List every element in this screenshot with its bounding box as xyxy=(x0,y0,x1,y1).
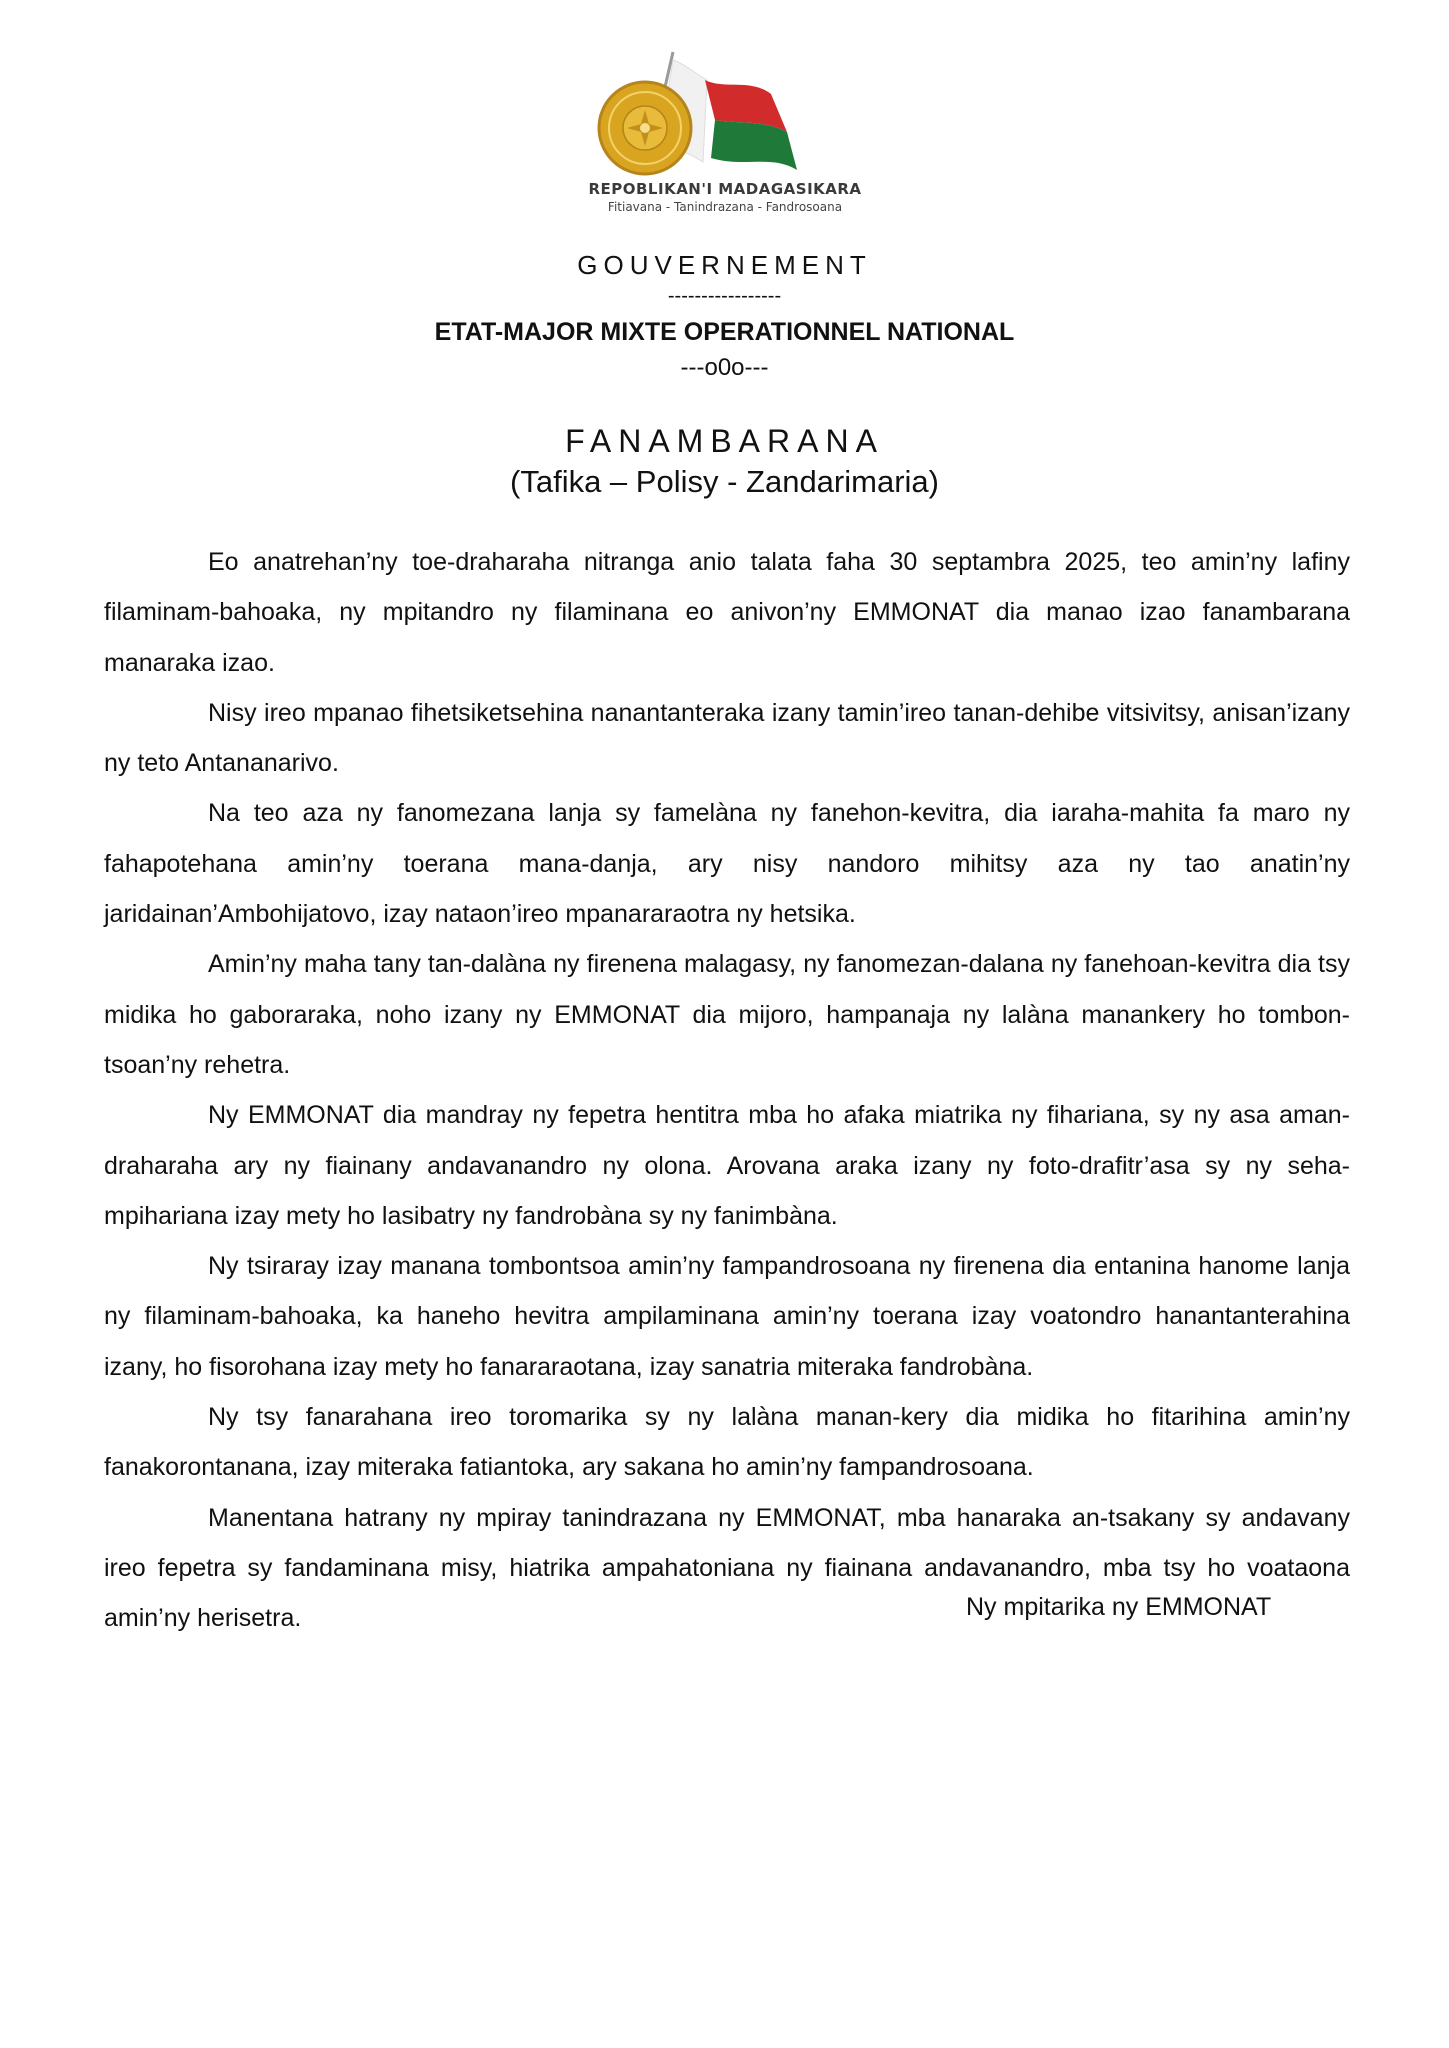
logo-republic-name: REPOBLIKAN'I MADAGASIKARA xyxy=(588,180,862,198)
signature: Ny mpitarika ny EMMONAT xyxy=(966,1593,1272,1621)
etat-major-heading: ETAT-MAJOR MIXTE OPERATIONNEL NATIONAL xyxy=(434,318,1015,346)
flag-and-seal-emblem xyxy=(575,50,875,180)
republic-logo xyxy=(575,50,875,220)
document-body xyxy=(104,537,1350,1644)
paragraph: Ny tsiraray izay manana tombontsoa amin’ny fampandrosoana ny firenena dia entanina hanome lanja ny filaminam-bahoaka, ka haneho hevitra ampilaminana amin’ny toerana izay voatondro hanantanterahina izany, ho fisorohana izay mety ho fanararaotana, izay sanatria miteraka fandrobàna. xyxy=(104,1252,1350,1381)
gouvernement-heading: GOUVERNEMENT xyxy=(577,250,872,280)
header-separator: ----------------- xyxy=(667,285,782,307)
paragraph: Nisy ireo mpanao fihetsiketsehina nanantanteraka izany tamin’ireo tanan-dehibe vitsivitsy, anisan’izany ny teto Antananarivo. xyxy=(104,698,1350,778)
paragraph: Ny EMMONAT dia mandray ny fepetra hentitra mba ho afaka miatrika ny fihariana, sy ny asa aman-draharaha ary ny fiainany andavanandro ny olona. Arovana araka izany ny foto-drafitr’asa sy ny seha-mpihariana izay mety ho lasibatry ny fandrobàna sy ny fanimbàna. xyxy=(104,1101,1350,1230)
document-title: FANAMBARANA xyxy=(565,423,884,459)
paragraph: Amin’ny maha tany tan-dalàna ny firenena malagasy, ny fanomezan-dalana ny fanehoan-kevitra dia tsy midika ho gaboraraka, noho izany ny EMMONAT dia mijoro, hampanaja ny lalàna manankery ho tombon-tsoan’ny rehetra. xyxy=(104,950,1350,1079)
header-ornament: ---o0o--- xyxy=(680,354,769,381)
paragraph: Eo anatrehan’ny toe-draharaha nitranga anio talata faha 30 septambra 2025, teo amin’ny lafiny filaminam-bahoaka, ny mpitandro ny filaminana eo anivon’ny EMMONAT dia manao izao fanambarana manaraka izao. xyxy=(104,548,1350,677)
paragraph: Na teo aza ny fanomezana lanja sy famelàna ny fanehon-kevitra, dia iaraha-mahita fa maro ny fahapotehana amin’ny toerana mana-danja, ary nisy nandoro mihitsy aza ny tao anatin’ny jaridainan’Ambohijatovo, izay nataon’ireo mpanararaotra ny hetsika. xyxy=(104,799,1350,929)
logo-motto: Fitiavana - Tanindrazana - Fandrosoana xyxy=(607,200,843,214)
paragraph: Ny tsy fanarahana ireo toromarika sy ny lalàna manan-kery dia midika ho fitarihina amin’ny fanakorontanana, izay miteraka fatiantoka, ary sakana ho amin’ny fampandrosoana. xyxy=(104,1403,1350,1482)
document-subtitle: (Tafika – Polisy - Zandarimaria) xyxy=(510,464,939,499)
paragraph: Manentana hatrany ny mpiray tanindrazana ny EMMONAT, mba hanaraka an-tsakany sy andavany ireo fepetra sy fandaminana misy, hiatrika ampahatoniana ny fiainana andavanandro, mba tsy ho voataona amin’ny herisetra. xyxy=(104,1503,1350,1633)
